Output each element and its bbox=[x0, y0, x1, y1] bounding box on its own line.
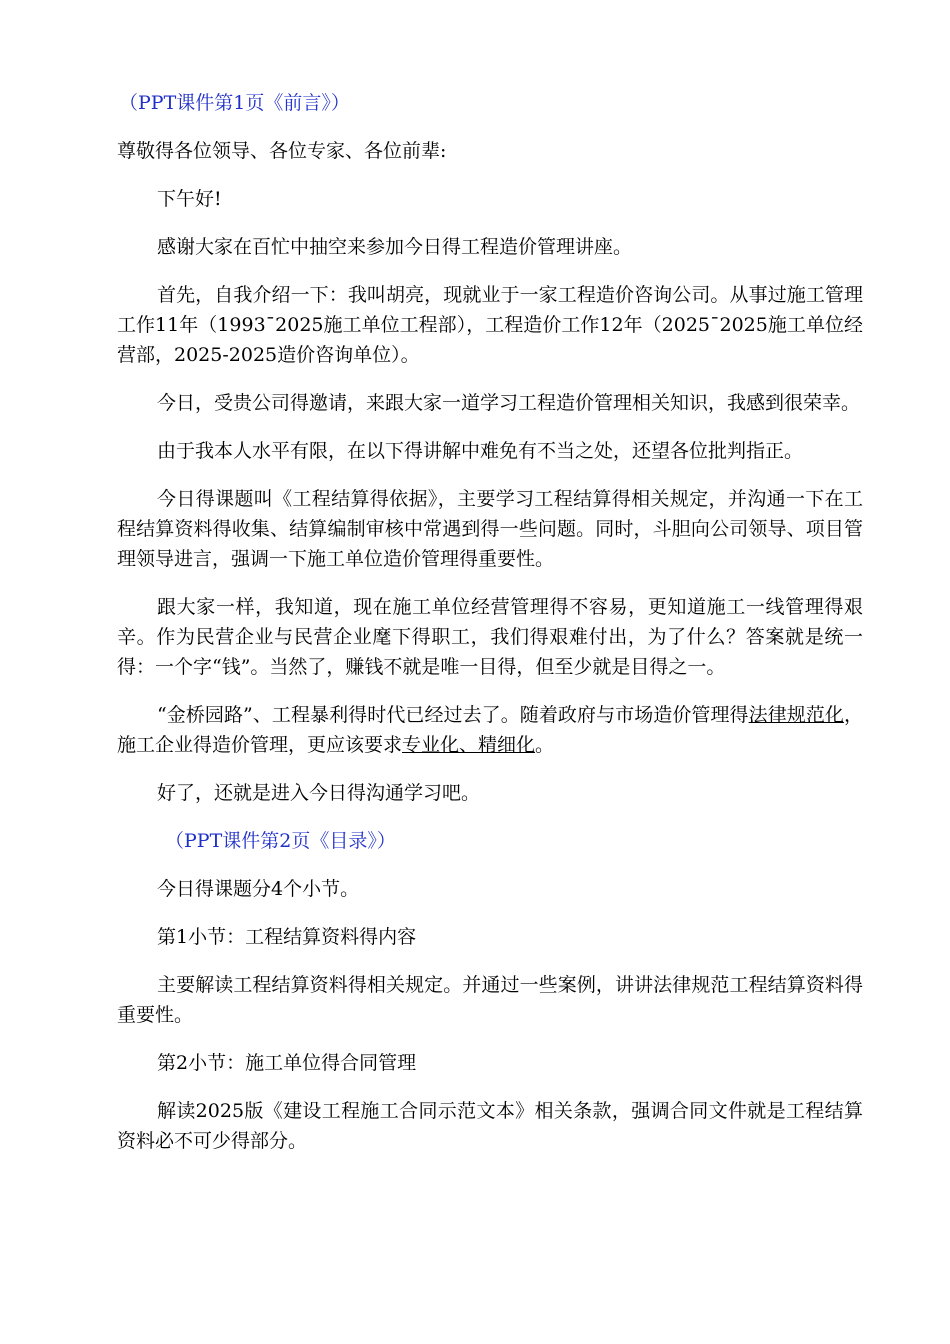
era-text-2: ，施工企业得造价管理，更应该要求 bbox=[117, 704, 863, 756]
underlined-specialization: 专业化、精细化 bbox=[402, 734, 536, 756]
self-intro-paragraph: 首先，自我介绍一下：我叫胡亮，现就业于一家工程造价咨询公司。从事过施工管理工作11年（1993¯2025施工单位工程部），工程造价工作12年（2025¯2025施工单位经营部，2025-2025造价咨询单位）。 bbox=[117, 284, 863, 366]
hardship-paragraph: 跟大家一样，我知道，现在施工单位经营管理得不容易，更知道施工一线管理得艰辛。作为民营企业与民营企业麾下得职工，我们得艰难付出，为了什么？答案就是统一得：一个字“钱”。当然了，赚钱不就是唯一目得，但至少就是目得之一。 bbox=[117, 596, 863, 678]
section-1-description: 主要解读工程结算资料得相关规定。并通过一些案例，讲讲法律规范工程结算资料得重要性。 bbox=[117, 974, 863, 1026]
topic-paragraph: 今日得课题叫《工程结算得依据》，主要学习工程结算得相关规定，并沟通一下在工程结算资料得收集、结算编制审核中常遇到得一些问题。同时，斗胆向公司领导、项目管理领导进言，强调一下施工单位造价管理得重要性。 bbox=[117, 488, 863, 570]
sections-count: 今日得课题分4个小节。 bbox=[157, 878, 360, 900]
ppt-note-page-2: （PPT课件第2页《目录》） bbox=[165, 830, 396, 852]
era-paragraph bbox=[117, 700, 863, 760]
section-1-title: 第1小节：工程结算资料得内容 bbox=[157, 926, 417, 948]
modesty-paragraph: 由于我本人水平有限，在以下得讲解中难免有不当之处，还望各位批判指正。 bbox=[157, 440, 804, 462]
thanks-paragraph: 感谢大家在百忙中抽空来参加今日得工程造价管理讲座。 bbox=[157, 236, 633, 258]
section-2-description: 解读2025版《建设工程施工合同示范文本》相关条款，强调合同文件就是工程结算资料必不可少得部分。 bbox=[117, 1100, 863, 1152]
greeting: 尊敬得各位领导、各位专家、各位前辈: bbox=[117, 140, 447, 162]
underlined-law-normalization: 法律规范化 bbox=[748, 704, 844, 726]
good-afternoon: 下午好! bbox=[157, 188, 222, 210]
honored-paragraph: 今日，受贵公司得邀请，来跟大家一道学习工程造价管理相关知识，我感到很荣幸。 bbox=[157, 392, 861, 414]
section-2-title: 第2小节：施工单位得合同管理 bbox=[157, 1052, 417, 1074]
era-text-1: “金桥园路”、工程暴利得时代已经过去了。随着政府与市场造价管理得 bbox=[157, 704, 749, 726]
era-text-3: 。 bbox=[535, 734, 555, 756]
document-body bbox=[117, 88, 863, 1174]
ppt-note-page-1: （PPT课件第1页《前言》） bbox=[119, 92, 350, 114]
begin-paragraph: 好了，还就是进入今日得沟通学习吧。 bbox=[157, 782, 481, 804]
